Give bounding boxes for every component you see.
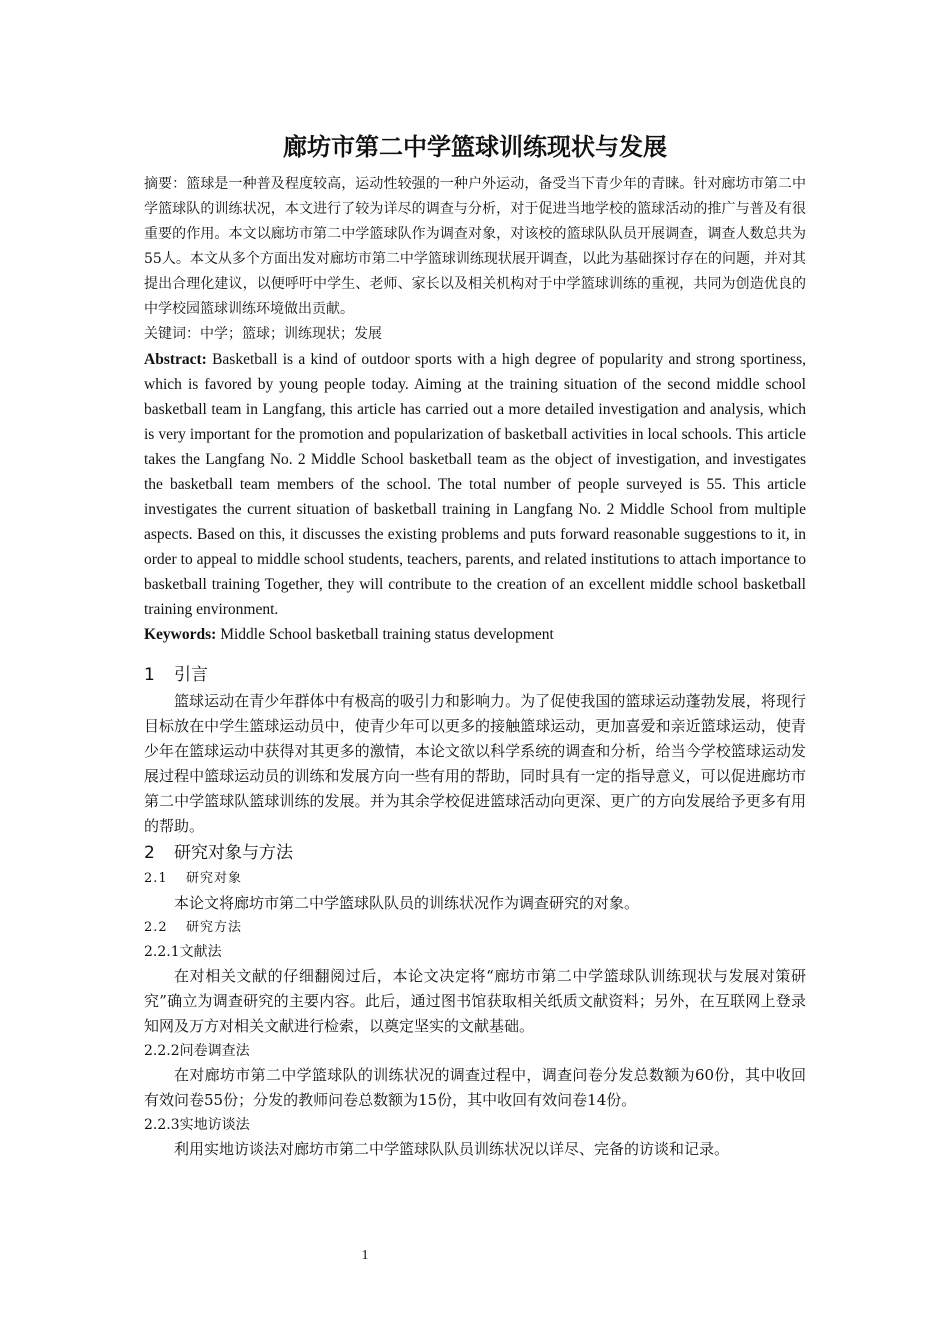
english-abstract-text: Basketball is a kind of outdoor sports with a high degree of popularity and strong sportiness, which is favored by young people today. Aiming at the training situation of the second middle school basketball team in Langfang, this article has carried out a more detailed investigation and analysis, which is very important for the promotion and popularization of basketball activities in local schools. This article takes the Langfang No. 2 Middle School basketball team as the object of investigation, and investigates the basketball team members of the school. The total number of people surveyed is 55. This article investigates the current situation of basketball training in Langfang No. 2 Middle School from multiple aspects. Based on this, it discusses the existing problems and puts forward reasonable suggestions to it, in order to appeal to middle school students, teachers, parents, and related institutions to attach importance to basketball training Together, they will contribute to the creation of an excellent middle school basketball training environment. <box>144 351 806 618</box>
section-2-2-title: 研究方法 <box>186 920 243 935</box>
section-1-title: 引言 <box>174 665 208 685</box>
section-2-number: 2 <box>144 843 155 863</box>
english-keywords-label: Keywords: <box>144 626 217 643</box>
section-2-1-heading <box>144 867 806 891</box>
section-2-2-1-heading: 2.2.1文献法 <box>144 944 222 960</box>
section-2-2-3-paragraph: 利用实地访谈法对廊坊市第二中学篮球队队员训练状况以详尽、完备的访谈和记录。 <box>174 1140 730 1158</box>
english-keywords <box>144 622 806 647</box>
document-page <box>144 130 806 1162</box>
section-2-heading <box>144 839 806 867</box>
section-2-2-2-paragraph: 在对廊坊市第二中学篮球队的训练状况的调查过程中，调查问卷分发总数额为60份，其中收回有效问卷55份；分发的教师问卷总数额为15份，其中收回有效问卷14份。 <box>144 1066 806 1109</box>
english-abstract-label: Abstract: <box>144 351 207 368</box>
section-2-1-paragraph: 本论文将廊坊市第二中学篮球队队员的训练状况作为调查研究的对象。 <box>174 894 640 912</box>
section-1-paragraph: 篮球运动在青少年群体中有极高的吸引力和影响力。为了促使我国的篮球运动蓬勃发展，将现行目标放在中学生篮球运动员中，使青少年可以更多的接触篮球运动，更加喜爱和亲近篮球运动，使青少年在篮球运动中获得对其更多的激情，本论文欲以科学系统的调查和分析，给当今学校篮球运动发展过程中篮球运动员的训练和发展方向一些有用的帮助，同时具有一定的指导意义，可以促进廊坊市第二中学篮球队篮球训练的发展。并为其余学校促进篮球活动向更深、更广的方向发展给予更多有用的帮助。 <box>144 692 806 835</box>
section-2-2-number: 2.2 <box>144 920 168 935</box>
paper-title: 廊坊市第二中学篮球训练现状与发展 <box>283 133 667 161</box>
page-number: 1 <box>361 1248 369 1263</box>
section-1-heading <box>144 661 806 689</box>
section-2-1-number: 2.1 <box>144 871 168 886</box>
section-1-number: 1 <box>144 665 155 685</box>
english-keywords-text: Middle School basketball training status development <box>216 626 554 643</box>
section-2-2-heading <box>144 916 806 940</box>
english-abstract <box>144 347 806 622</box>
section-2-1-title: 研究对象 <box>186 871 243 886</box>
section-2-2-1-paragraph: 在对相关文献的仔细翻阅过后，本论文决定将“廊坊市第二中学篮球队训练现状与发展对策研究”确立为调查研究的主要内容。此后，通过图书馆获取相关纸质文献资料；另外，在互联网上登录知网及万方对相关文献进行检索，以奠定坚实的文献基础。 <box>144 967 806 1035</box>
chinese-abstract: 摘要：篮球是一种普及程度较高，运动性较强的一种户外运动，备受当下青少年的青睐。针对廊坊市第二中学篮球队的训练状况，本文进行了较为详尽的调查与分析，对于促进当地学校的篮球活动的推广与普及有很重要的作用。本文以廊坊市第二中学篮球队作为调查对象，对该校的篮球队队员开展调查，调查人数总共为55人。本文从多个方面出发对廊坊市第二中学篮球训练现状展开调查，以此为基础探讨存在的问题，并对其提出合理化建议，以便呼吁中学生、老师、家长以及相关机构对于中学篮球训练的重视，共同为创造优良的中学校园篮球训练环境做出贡献。 <box>144 176 806 317</box>
chinese-keywords: 关键词：中学；篮球；训练现状；发展 <box>144 326 382 342</box>
section-2-2-2-heading: 2.2.2问卷调查法 <box>144 1043 250 1059</box>
section-2-title: 研究对象与方法 <box>174 843 293 863</box>
section-2-2-3-heading: 2.2.3实地访谈法 <box>144 1117 250 1133</box>
